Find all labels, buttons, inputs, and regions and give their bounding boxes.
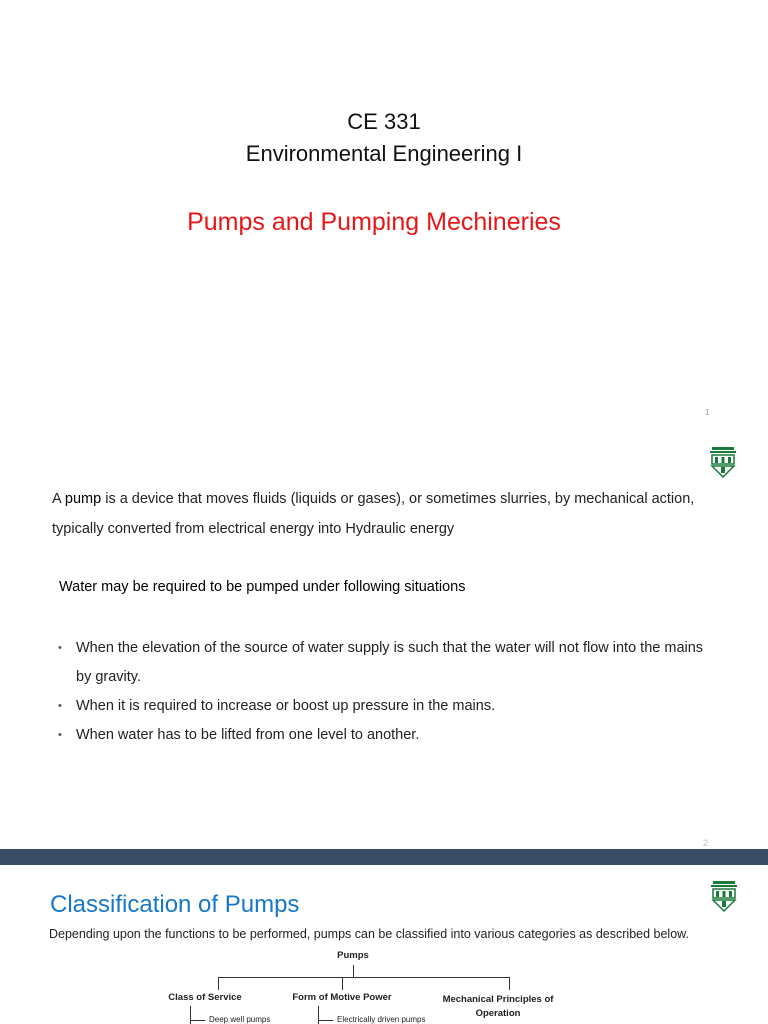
situations-heading: Water may be required to be pumped under following situations xyxy=(59,579,466,595)
course-code: CE 331 xyxy=(347,109,421,134)
tree-connector xyxy=(353,965,354,977)
page-number: 1 xyxy=(705,408,710,417)
topic-title: Pumps and Pumping Mechineries xyxy=(187,208,561,236)
tree-connector xyxy=(190,1006,191,1024)
tree-connector xyxy=(218,977,219,990)
tree-connector xyxy=(342,977,343,990)
classification-description: Depending upon the functions to be performed, pumps can be classified into various categories as described below. xyxy=(49,927,689,941)
tree-connector xyxy=(509,977,510,990)
slide-divider xyxy=(0,849,768,865)
classification-tree xyxy=(0,945,768,1024)
list-item: • When water has to be lifted from one level to another. xyxy=(58,721,718,750)
classification-title: Classification of Pumps xyxy=(50,891,300,918)
page-number: 2 xyxy=(702,838,708,848)
tree-leaf: Deep well pumps xyxy=(209,1015,271,1024)
tree-node-mechanical-principles: Mechanical Principles of Operation xyxy=(442,994,554,1019)
slide-title xyxy=(0,0,768,435)
list-item: • When the elevation of the source of water supply is such that the water will not flow into the mains by gravity. xyxy=(58,634,718,692)
tree-node-motive-power: Form of Motive Power xyxy=(292,992,392,1003)
situations-list xyxy=(58,634,718,750)
pump-definition xyxy=(52,484,732,544)
university-logo-icon xyxy=(709,880,739,912)
intro-prefix: A xyxy=(52,491,65,507)
pump-keyword: pump xyxy=(64,491,102,507)
tree-node-class-of-service: Class of Service xyxy=(168,992,242,1003)
tree-connector xyxy=(218,977,510,978)
tree-leaf: Electrically driven pumps xyxy=(337,1015,426,1024)
university-logo-icon xyxy=(708,446,738,478)
list-item: • When it is required to increase or boost up pressure in the mains. xyxy=(58,692,718,721)
tree-connector xyxy=(318,1006,319,1024)
tree-root: Pumps xyxy=(337,950,369,961)
intro-rest: is a device that moves fluids (liquids or gases), or sometimes slurries, by mechanical action, typically converted from electrical energy into Hydraulic energy xyxy=(52,491,695,537)
tree-connector xyxy=(190,1020,205,1021)
tree-connector xyxy=(318,1020,333,1021)
course-name: Environmental Engineering I xyxy=(245,141,523,166)
